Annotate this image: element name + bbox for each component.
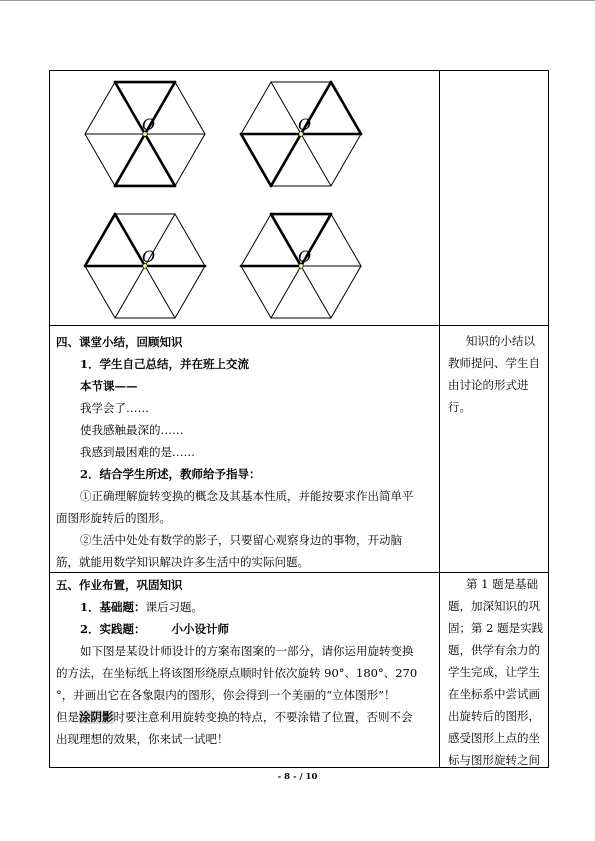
center-label-o: O: [298, 247, 312, 266]
note-line: 感受图形上点的坐: [448, 731, 540, 745]
top-rule: [0, 0, 595, 1]
item2-label: 2．实践题：: [80, 622, 146, 636]
hexagon-spoke: [301, 266, 331, 318]
item2-title: 小小设计师: [171, 622, 230, 636]
hexagon-edge: [175, 134, 205, 186]
task-line-5: 出现理想的效果，你来试一试吧！: [56, 732, 229, 746]
hexagon-spoke: [115, 214, 145, 266]
hexagon-spoke: [271, 266, 301, 318]
section5-heading: 五、作业布置，巩固知识: [56, 578, 183, 592]
lesson-plan-table: [49, 70, 549, 768]
hexagon-edge: [241, 134, 271, 186]
item1-label: 1．基础题：: [80, 600, 146, 614]
hexagon-spoke: [271, 134, 301, 186]
section5-item2: [80, 622, 229, 636]
section4-item2: 2．结合学生所述，教师给予指导：: [80, 467, 261, 481]
task-line-1: 如下图是某设计师设计的方案布图案的一部分，请你运用旋转变换: [80, 644, 414, 658]
hexagon-edge: [85, 82, 115, 134]
task-line-4c: 时要注意利用旋转变换的特点，不要涂错了位置，否则不会: [113, 710, 413, 724]
note-line: 题，供学有余力的: [448, 643, 540, 657]
hexagon-edge: [241, 266, 271, 318]
hexagon-edge: [85, 214, 115, 266]
hexagon-spoke: [115, 82, 145, 134]
note-line: 第 1 题是基础: [466, 577, 539, 591]
note-line: 标与图形旋转之间: [448, 753, 540, 767]
section4-heading: 四、课堂小结，回顾知识: [56, 335, 183, 349]
center-label-o: O: [142, 115, 156, 134]
note-line: 行。: [448, 400, 471, 414]
hexagon-spoke: [115, 134, 145, 186]
hexagon-spoke: [301, 134, 331, 186]
center-label-o: O: [142, 247, 156, 266]
note-line: 题，加深知识的巩: [448, 599, 540, 613]
reflection-1: 我学会了……: [80, 401, 149, 415]
note-line: 在坐标系中尝试画: [448, 687, 540, 701]
note-line: 出旋转后的图形，: [448, 709, 540, 723]
hexagon-edge: [175, 214, 205, 266]
guidance-2b: 筋，就能用数学知识解决许多生活中的实际问题。: [56, 555, 309, 569]
hexagon-edge: [331, 214, 361, 266]
hexagon-spoke: [145, 266, 175, 318]
guidance-1a: ①正确理解旋转变换的概念及其基本性质，并能按要求作出简单平: [80, 489, 414, 503]
task-line-4: [56, 710, 413, 724]
hexagon-edge: [331, 82, 361, 134]
page-footer: - 8 - / 10: [277, 772, 318, 782]
hexagon-edge: [175, 82, 205, 134]
center-label-o: O: [298, 115, 312, 134]
note-line: 学生完成，让学生: [448, 665, 540, 679]
section4-note: [448, 330, 544, 418]
hexagon-spoke: [271, 214, 301, 266]
note-line: 固；第 2 题是实践: [448, 621, 544, 635]
hexagon-edge: [331, 266, 361, 318]
hexagon-edge: [85, 266, 115, 318]
column-divider: [439, 71, 440, 767]
hexagon-edge: [241, 214, 271, 266]
hexagon-spoke: [145, 134, 175, 186]
note-line: 知识的小结以: [466, 334, 535, 348]
task-line-3: °，并画出它在各象限内的图形，你会得到一个美丽的“立体图形”！: [56, 688, 396, 702]
lesson-label: 本节课——: [80, 379, 138, 393]
section4-item1: 1．学生自己总结，并在班上交流: [80, 357, 249, 371]
note-line: 教师提问、学生自: [448, 356, 540, 370]
hexagon-spoke: [115, 266, 145, 318]
hexagon-figures: [50, 71, 439, 326]
item1-text: 课后习题。: [145, 600, 204, 614]
task-line-2: 的方法，在坐标纸上将该图形绕原点顺时针依次旋转 90°、180°、270: [56, 666, 418, 680]
guidance-2a: ②生活中处处有数学的影子，只要留心观察身边的事物，开动脑: [80, 533, 402, 547]
task-line-4a: 但是: [56, 710, 79, 724]
hexagon-figures-svg: [50, 71, 439, 326]
section5-item1: [80, 600, 203, 614]
hexagon-edge: [331, 134, 361, 186]
hexagon-edge: [175, 266, 205, 318]
guidance-1b: 面图形旋转后的图形。: [56, 511, 171, 525]
reflection-2: 使我感触最深的……: [80, 423, 184, 437]
hexagon-spoke: [271, 82, 301, 134]
note-line: 由讨论的形式进: [448, 378, 529, 392]
hexagon-edge: [241, 82, 271, 134]
shading-keyword: 涂阴影: [79, 710, 114, 724]
hexagon-edge: [85, 134, 115, 186]
section5-note: [448, 573, 544, 771]
reflection-3: 我感到最困难的是……: [80, 445, 195, 459]
